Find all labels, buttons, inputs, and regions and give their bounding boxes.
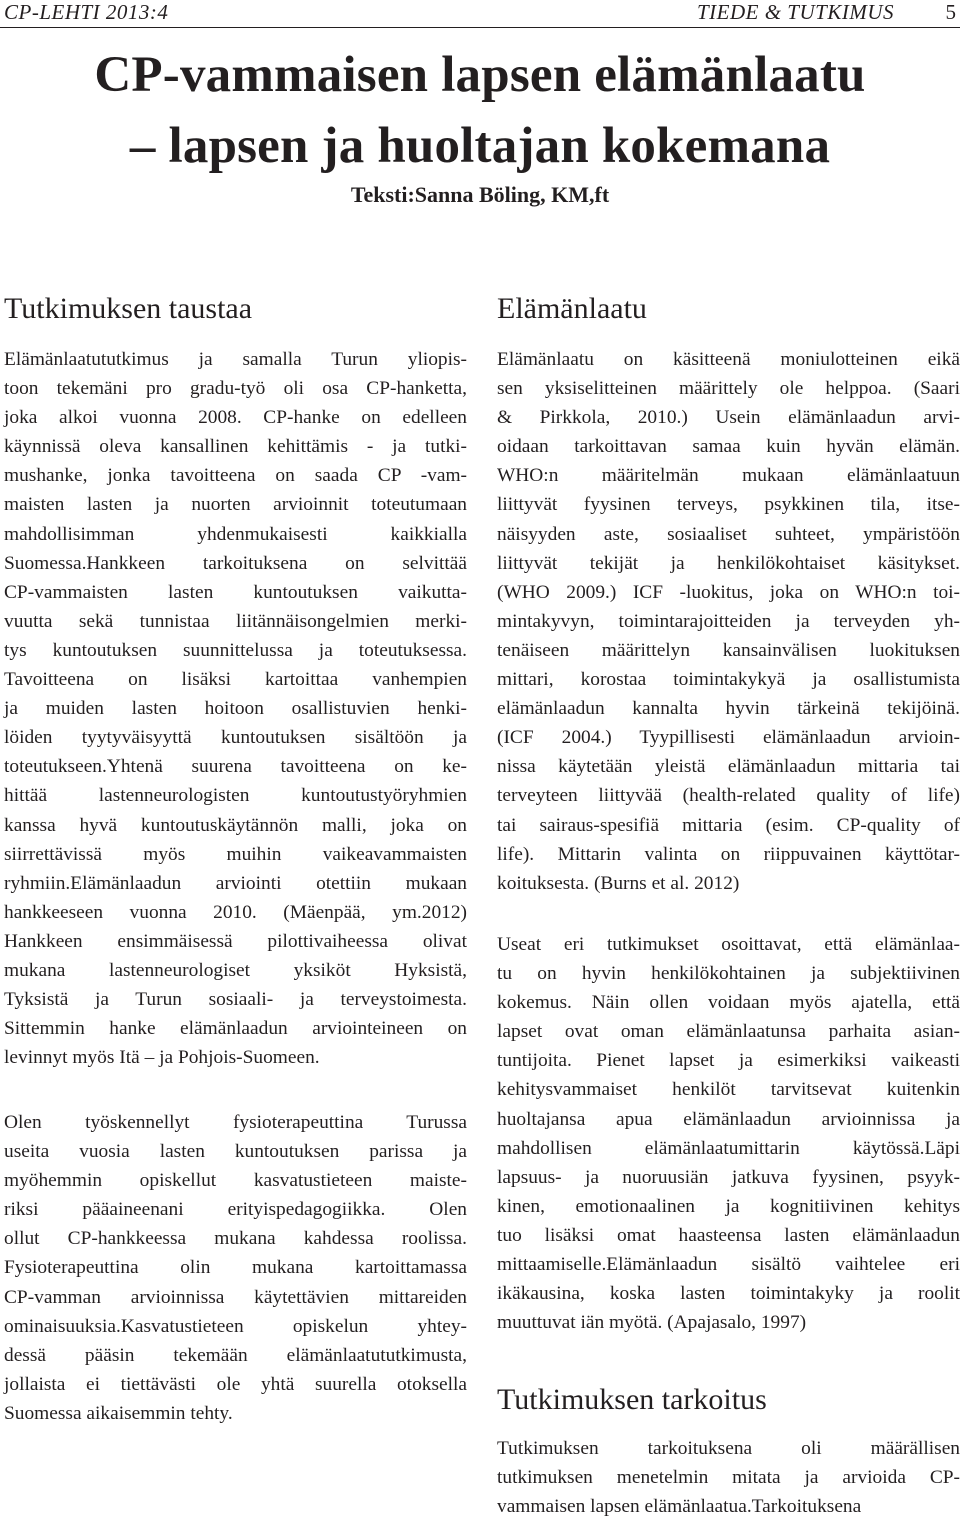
text-line: jollaista ei tiettävästi ole yhtä suurella otoksella: [4, 1373, 467, 1395]
text-line: tai sairaus-spesifiä mittaria (esim. CP-quality of: [497, 814, 960, 836]
article-title-line-1: CP-vammaisen lapsen elämänlaatu: [94, 47, 866, 103]
text-line: Sittemmin hanke elämänlaadun arviointeineen on: [4, 1018, 467, 1040]
text-line: CP-vamman arvioinnissa käytettävien mittareiden: [4, 1286, 467, 1308]
paragraph-quality-of-life-1: [497, 345, 960, 898]
text-line: mahdollisen elämänlaatumittarin käytössä.Läpi: [497, 1137, 960, 1159]
text-line: koituksesta. (Burns et al. 2012): [497, 872, 740, 894]
paragraph-quality-of-life-2: [497, 930, 960, 1337]
text-line: tuntijoita. Pienet lapset ja esimerkiksi vaikeasti: [497, 1050, 960, 1072]
text-line: Useat eri tutkimukset osoittavat, että elämänlaa-: [497, 934, 960, 955]
text-line: WHO:n määritelmän mukaan elämänlaatuun: [497, 465, 960, 487]
text-line: liittyvät tekijät ja henkilökohtaiset käsitykset.: [497, 552, 960, 574]
article-title-line-2: – lapsen ja huoltajan kokemana: [129, 118, 831, 174]
text-line: ryhmiin.Elämänlaadun arviointi otettiin mukaan: [4, 872, 467, 894]
text-line: sen yksiselitteinen määrittely ole helppoa. (Saari: [497, 378, 960, 400]
text-line: mintakyvyn, toimintarajoitteiden ja terveyden yh-: [497, 610, 960, 632]
section-heading-quality-of-life: Elämänlaatu: [497, 292, 647, 325]
text-line: Elämänlaatututkimus ja samalla Turun yliopis-: [4, 349, 467, 370]
text-line: (ICF 2004.) Tyypillisesti elämänlaadun arvioin-: [497, 727, 960, 749]
text-line: hittää lastenneurologisten kuntoutustyöryhmien: [4, 785, 467, 807]
text-line: useita vuosia lasten kuntoutuksen parissa ja: [4, 1141, 467, 1163]
text-line: Suomessa.Hankkeen tarkoituksena on selvittää: [4, 552, 467, 574]
text-line: ominaisuuksia.Kasvatustieteen opiskelun yhtey-: [4, 1315, 467, 1337]
text-line: lapsuus- ja nuoruusiän jatkuva fyysinen, psyyk-: [497, 1166, 960, 1188]
running-head: [0, 0, 960, 26]
text-line: kanssa hyvä kuntoutuskäytännön malli, joka on: [4, 814, 467, 836]
paragraph-research-purpose: [497, 1434, 960, 1521]
byline: Teksti:Sanna Böling, KM,ft: [350, 182, 610, 207]
text-line: maisten lasten ja nuorten arvioinnit toteutumaan: [4, 494, 467, 516]
text-line: Elämänlaatu on käsitteenä moniulotteinen eikä: [497, 349, 960, 370]
text-line: liittyvät fyysinen terveys, psykkinen tila, itse-: [497, 494, 960, 516]
text-line: terveyteen liittyvää (health-related quality of life): [497, 785, 960, 807]
text-line: mahdollisimman yhdenmukaisesti kaikkialla: [4, 523, 467, 545]
text-line: life). Mittarin valinta on riippuvainen käyttötar-: [497, 843, 960, 865]
text-line: myöhemmin opiskellut kasvatustieteen maiste-: [4, 1170, 467, 1192]
text-line: oidaan tarkoittavan samaa kuin hyvän elämän.: [497, 436, 960, 458]
text-line: huoltajansa apua elämänlaadun arvioinnissa ja: [497, 1108, 960, 1130]
text-line: joka alkoi vuonna 2008. CP-hanke on edelleen: [4, 407, 467, 429]
text-line: Suomessa aikaisemmin tehty.: [4, 1402, 233, 1424]
text-line: tys kuntoutuksen suunnittelussa ja toteutuksessa.: [4, 639, 467, 661]
text-line: vammaisen lapsen elämänlaatua.Tarkoituksena: [497, 1496, 862, 1518]
text-line: Fysioterapeuttina olin mukana kartoittamassa: [4, 1257, 467, 1279]
publication-name: CP-LEHTI 2013:4: [4, 0, 169, 24]
text-line: (WHO 2009.) ICF -luokitus, joka on WHO:n toi-: [497, 581, 960, 603]
text-line: kinen, emotionaalinen ja kognitiivinen kehitys: [497, 1195, 960, 1217]
text-line: vuutta sekä tunnistaa liitännäisongelmien merki-: [4, 610, 467, 632]
text-line: lapset ovat oman elämänlaatunsa parhaita asian-: [497, 1021, 960, 1043]
text-line: käynnissä oleva kansallinen kehittämis - ja tutki-: [4, 436, 467, 458]
text-line: tutkimuksen menetelmin mitata ja arvioida CP-: [497, 1467, 960, 1489]
text-line: toon tekemäni pro gradu-työ oli osa CP-hanketta,: [4, 378, 467, 400]
text-line: dessä pääsin tekemään elämänlaatututkimusta,: [4, 1344, 467, 1366]
page-number: 5: [945, 0, 956, 24]
text-line: levinnyt myös Itä – ja Pohjois-Suomeen.: [4, 1047, 320, 1069]
text-line: mittaamiselle.Elämänlaadun sisältö vaihtelee eri: [497, 1254, 960, 1276]
text-line: CP-vammaisten lasten kuntoutuksen vaikutta-: [4, 581, 467, 603]
text-line: löiden tyytyväisyyttä kuntoutuksen sisältöön ja: [4, 727, 467, 749]
text-line: muuttuvat iän myötä. (Apajasalo, 1997): [497, 1312, 807, 1334]
text-line: Tyksistä ja Turun sosiaali- ja terveystoimesta.: [4, 989, 467, 1011]
text-line: riksi pääaineenani erityispedagogiikka. Olen: [4, 1199, 467, 1221]
text-line: hankkeeseen vuonna 2010. (Mäenpää, ym.2012): [4, 901, 467, 923]
text-line: Tavoitteena on lisäksi kartoittaa vanhempien: [4, 669, 467, 691]
section-heading-background: Tutkimuksen taustaa: [4, 292, 253, 325]
text-line: & Pirkkola, 2010.) Usein elämänlaadun arvi-: [497, 407, 960, 429]
text-line: tenäiseen määrittelyn kansainvälisen luokituksen: [497, 639, 960, 661]
text-line: elämänlaadun kannalta hyvin tärkeinä tekijöinä.: [497, 698, 960, 720]
section-heading-research-purpose: Tutkimuksen tarkoitus: [497, 1383, 767, 1416]
text-line: ikäkausina, koska lasten toimintakyky ja roolit: [497, 1283, 960, 1305]
text-line: nissa käytetään yleistä elämänlaadun mittaria tai: [497, 756, 960, 778]
text-line: Hankkeen ensimmäisessä pilottivaiheessa olivat: [4, 930, 467, 952]
text-line: toteutukseen.Yhtenä suurena tavoitteena on ke-: [4, 756, 467, 778]
text-line: ollut CP-hankkeessa mukana kahdessa roolissa.: [4, 1228, 467, 1250]
text-line: Tutkimuksen tarkoituksena oli määrällisen: [497, 1438, 960, 1459]
text-line: näisyyden aste, sosiaaliset suhteet, ympäristöön: [497, 523, 960, 545]
header-rule: [0, 27, 960, 28]
section-name: TIEDE & TUTKIMUS: [696, 0, 894, 24]
paragraph-background-1: [4, 345, 467, 1072]
text-line: mittari, korostaa toimintakykyä ja osallistumista: [497, 669, 960, 691]
text-line: kokemus. Näin ollen voidaan myös ajatella, että: [497, 992, 960, 1014]
text-line: tu on hyvin henkilökohtainen ja subjektiivinen: [497, 963, 960, 985]
text-line: tuo lisäksi omat haasteensa lasten elämänlaadun: [497, 1224, 960, 1246]
text-line: ja muiden lasten hoitoon osallistuvien henki-: [4, 698, 467, 720]
text-line: siirrettävissä myös muihin vaikeavammaisten: [4, 843, 467, 865]
text-line: mukana lastenneurologiset yksiköt Hyksistä,: [4, 959, 467, 981]
text-line: Olen työskennellyt fysioterapeuttina Turussa: [4, 1112, 467, 1133]
text-line: mushanke, jonka tavoitteena on saada CP -vam-: [4, 465, 467, 487]
paragraph-background-2: [4, 1108, 467, 1428]
text-line: kehitysvammaiset henkilöt tarvitsevat kuitenkin: [497, 1079, 960, 1101]
